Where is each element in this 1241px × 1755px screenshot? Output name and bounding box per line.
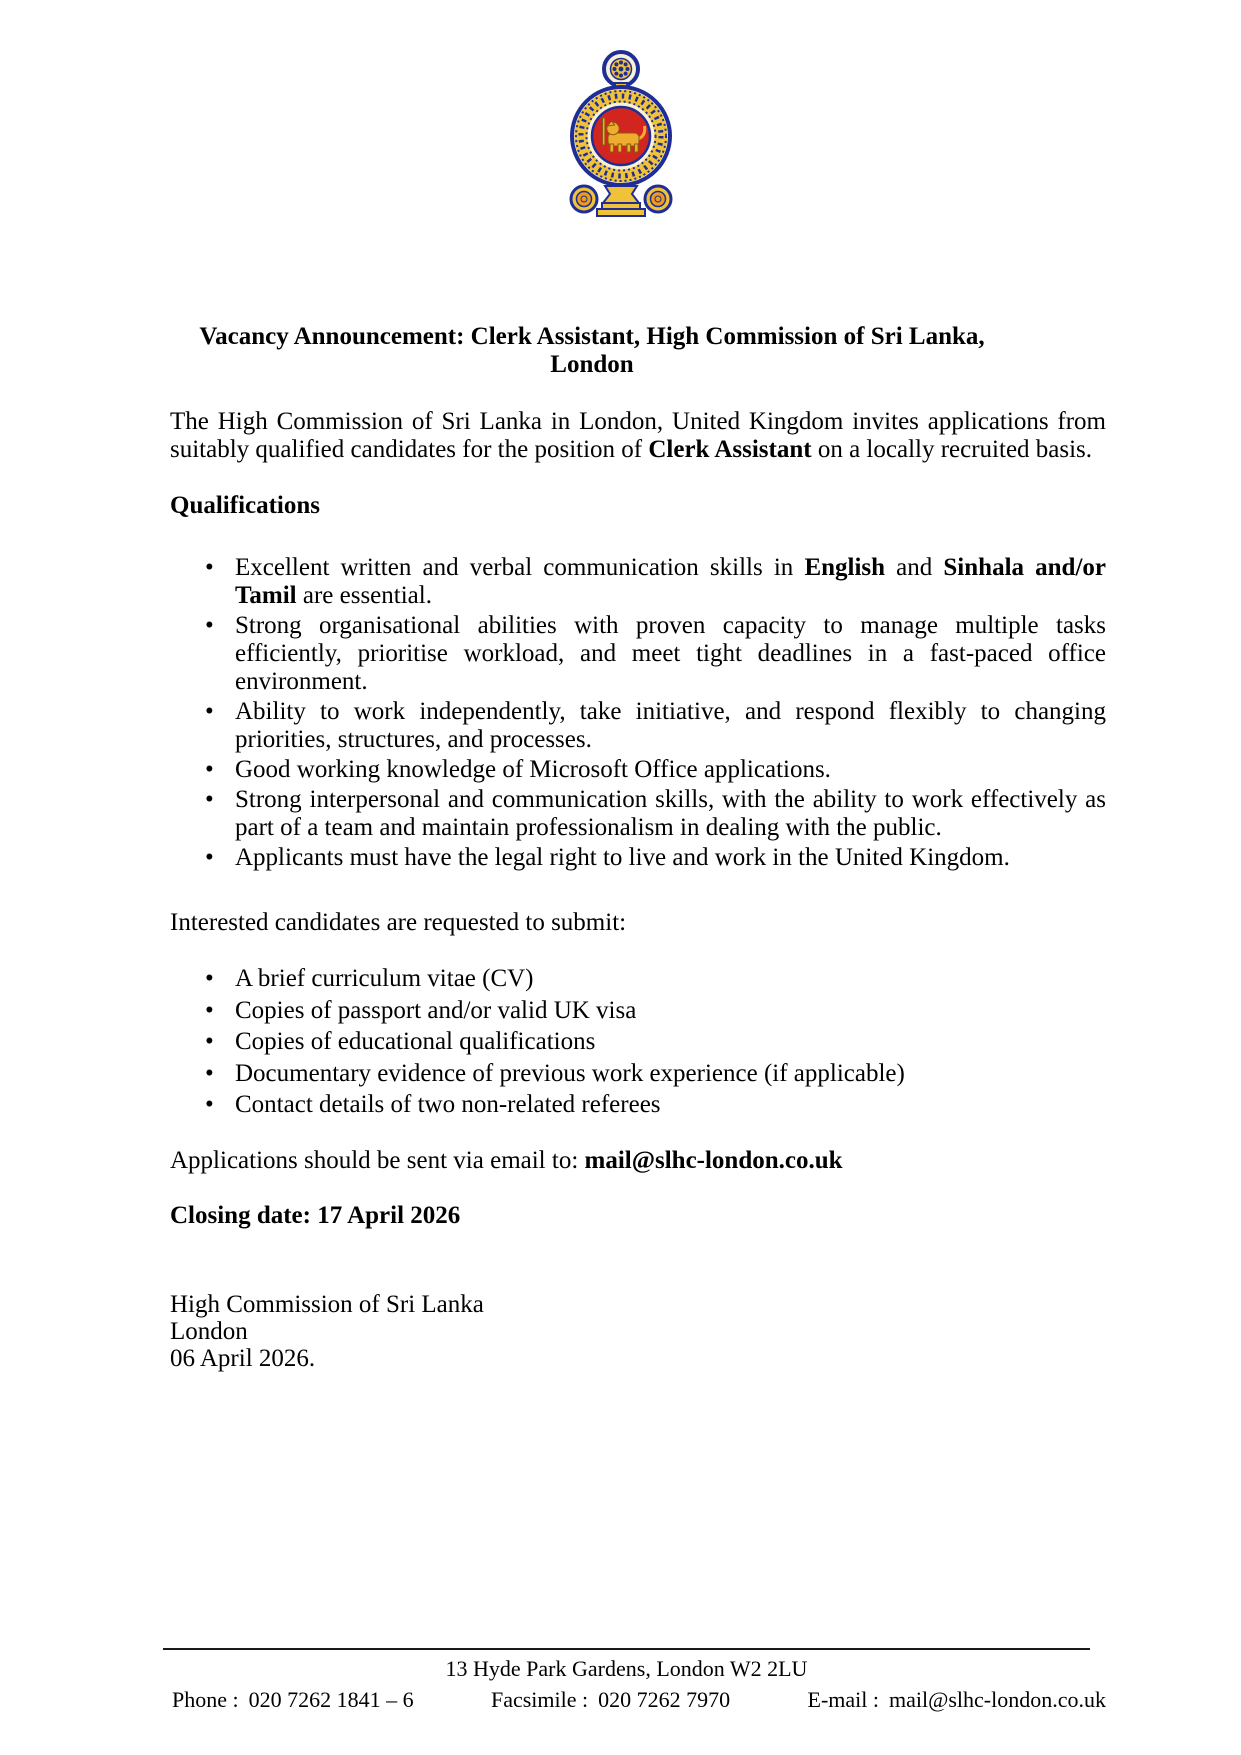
email-label: E-mail : [807,1687,879,1712]
submission-list [170,964,1106,1120]
fax-number: 020 7262 7970 [598,1687,731,1712]
bullet-icon: • [205,965,214,992]
signature-line: London [170,1317,248,1345]
list-item [170,554,1106,610]
page-title: Vacancy Announcement: Clerk Assistant, High Commission of Sri Lanka, London [199,323,985,378]
sri-lanka-emblem-icon [561,48,681,220]
list-item [170,964,1106,994]
phone-number: 020 7262 1841 – 6 [248,1687,414,1712]
bullet-icon: • [205,612,214,639]
list-item [170,786,1106,842]
bullet-icon: • [205,1091,214,1118]
list-item-text: Good working knowledge of Microsoft Office applications. [235,756,831,783]
list-item-text: Copies of passport and/or valid UK visa [235,996,637,1024]
bullet-icon: • [205,698,214,725]
moon-medallion-icon [645,186,671,212]
list-item [170,756,1106,784]
list-item [170,844,1106,872]
qualifications-heading: Qualifications [170,492,321,519]
bullet-icon: • [205,756,214,783]
emblem-container [0,48,1241,220]
bullet-icon: • [205,1028,214,1055]
list-item [170,1090,1106,1120]
footer-address: 13 Hyde Park Gardens, London W2 2LU [445,1656,808,1681]
intro-paragraph: The High Commission of Sri Lanka in London, United Kingdom invites applications from suitably qualified candidates for the position of Clerk Assistant on a locally recruited basis. [170,408,1106,463]
list-item-text: A brief curriculum vitae (CV) [235,965,534,992]
bullet-icon: • [205,554,214,581]
list-item [170,1027,1106,1057]
bullet-icon: • [205,786,214,813]
list-item-text: Excellent written and verbal communication skills in English and Sinhala and/or Tamil are essential. [235,554,1106,609]
qualifications-list [170,554,1106,872]
signature-block [170,1291,1106,1372]
lion-disc-icon [592,107,650,165]
footer-contacts [172,1686,1106,1714]
email-address: mail@slhc-london.co.uk [888,1687,1106,1712]
footer-divider [163,1648,1090,1650]
list-item-text: Strong interpersonal and communication skills, with the ability to work effectively as part of a team and maintain professionalism in dealing with the public. [235,786,1106,841]
bullet-icon: • [205,1059,214,1087]
sun-medallion-icon [571,186,597,212]
list-item [170,698,1106,754]
fax-label: Facsimile : [490,1687,589,1712]
list-item-text: Ability to work independently, take initiative, and respond flexibly to changing priorities, structures, and processes. [235,698,1106,753]
application-instructions: Applications should be sent via email to: mail@slhc-london.co.uk [170,1146,843,1174]
list-item-text: Strong organisational abilities with proven capacity to manage multiple tasks efficiently, prioritise workload, and meet tight deadlines in a fast-paced office environment. [235,612,1106,695]
list-item [170,612,1106,696]
bullet-icon: • [205,996,214,1024]
signature-line: 06 April 2026. [170,1344,316,1372]
phone-label: Phone : [172,1687,239,1712]
submission-intro: Interested candidates are requested to submit: [170,909,627,936]
footer-email [808,1686,1107,1714]
list-item-text: Copies of educational qualifications [235,1028,596,1055]
bullet-icon: • [205,844,214,871]
list-item-text: Documentary evidence of previous work experience (if applicable) [235,1059,905,1087]
footer-fax [491,1686,730,1714]
list-item [170,996,1106,1026]
signature-line: High Commission of Sri Lanka [170,1290,484,1318]
list-item-text: Contact details of two non-related referees [235,1091,661,1118]
closing-date: Closing date: 17 April 2026 [170,1201,461,1229]
document-body [170,323,1106,1372]
list-item [170,1059,1106,1089]
list-item-text: Applicants must have the legal right to live and work in the United Kingdom. [235,844,1010,871]
footer-phone [172,1686,414,1714]
